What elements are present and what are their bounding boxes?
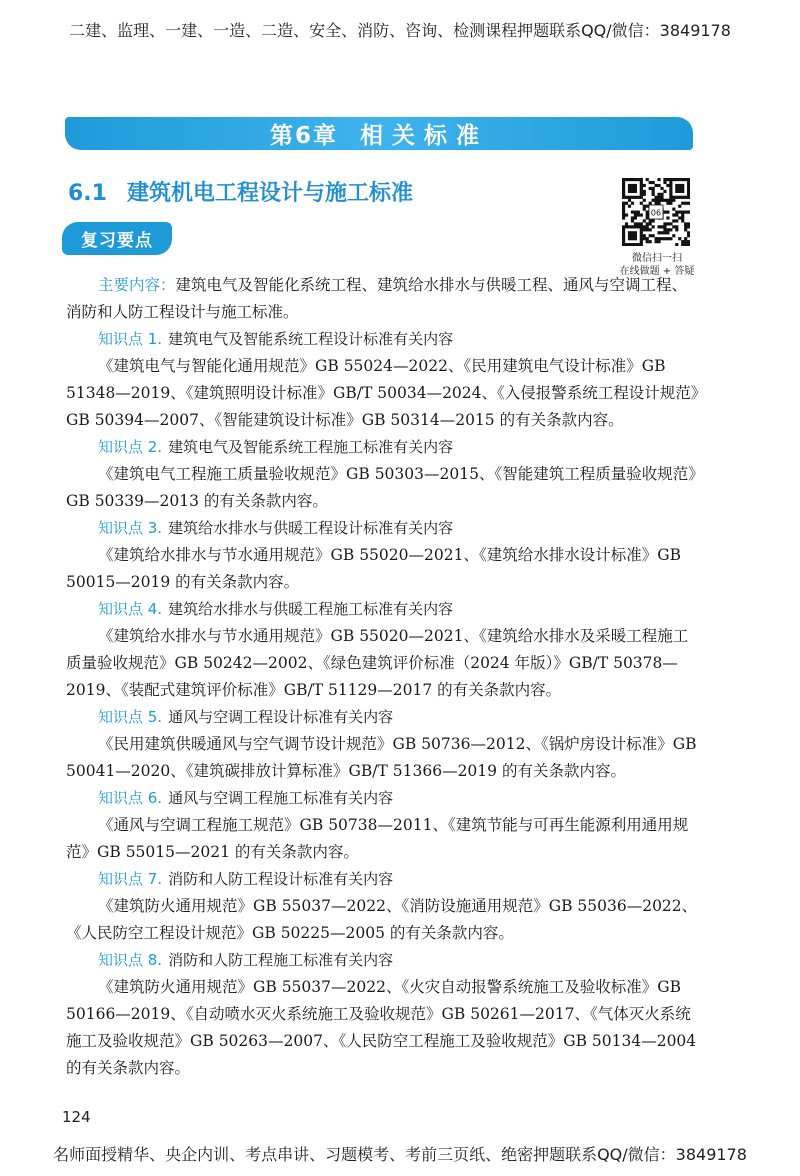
knowledge-point-label: 知识点 2. (98, 438, 163, 456)
chapter-title: 相关标准 (360, 123, 488, 149)
qr-code[interactable] (622, 178, 690, 246)
knowledge-point-label: 知识点 3. (98, 519, 163, 537)
knowledge-point-heading (66, 947, 702, 974)
knowledge-point-title: 建筑电气及智能系统工程施工标准有关内容 (168, 438, 454, 456)
knowledge-point-body: 《民用建筑供暖通风与空气调节设计规范》GB 50736—2012、《锅炉房设计标准》GB 50041—2020、《建筑碳排放计算标准》GB/T 51366—2019 的有关条款内容。 (66, 735, 697, 780)
section-title: 建筑机电工程设计与施工标准 (126, 181, 413, 206)
knowledge-point-label: 知识点 5. (98, 708, 163, 726)
knowledge-point-label: 知识点 4. (98, 600, 163, 618)
knowledge-point-heading (66, 704, 702, 731)
knowledge-point-label: 知识点 6. (98, 789, 163, 807)
knowledge-point-body: 《建筑防火通用规范》GB 55037—2022、《消防设施通用规范》GB 55036—2022、《人民防空工程设计规范》GB 50225—2005 的有关条款内容。 (66, 897, 698, 942)
knowledge-point-title: 通风与空调工程设计标准有关内容 (168, 708, 394, 726)
page-content (66, 272, 702, 1082)
knowledge-point-body: 《建筑给水排水与节水通用规范》GB 55020—2021、《建筑给水排水设计标准》GB 50015—2019 的有关条款内容。 (66, 546, 681, 591)
knowledge-point-title: 建筑电气及智能系统工程设计标准有关内容 (168, 330, 454, 348)
knowledge-point-heading (66, 515, 702, 542)
knowledge-point-title: 消防和人防工程施工标准有关内容 (168, 951, 394, 969)
knowledge-point-body: 《建筑电气与智能化通用规范》GB 55024—2022、《民用建筑电气设计标准》GB 51348—2019、《建筑照明设计标准》GB/T 50034—2024、《入侵报警系统工程设计规范》GB 50394—2007、《智能建筑设计标准》GB 50314—2015 的有关条款内容。 (66, 357, 699, 429)
qr-code-icon (622, 178, 690, 246)
page-number: 124 (62, 1108, 91, 1126)
knowledge-point-label: 知识点 8. (98, 951, 163, 969)
review-points-tag: 复习要点 (62, 222, 172, 255)
knowledge-point-heading (66, 596, 702, 623)
knowledge-point-label: 知识点 1. (98, 330, 163, 348)
qr-caption-line1: 微信扫一扫 (632, 253, 682, 264)
knowledge-point-body: 《通风与空调工程施工规范》GB 50738—2011、《建筑节能与可再生能源利用通用规范》GB 55015—2021 的有关条款内容。 (66, 816, 689, 861)
intro-text: 建筑电气及智能化系统工程、建筑给水排水与供暖工程、通风与空调工程、消防和人防工程设计与施工标准。 (66, 276, 688, 321)
chapter-title-bar (65, 117, 693, 150)
section-number: 6.1 (68, 181, 107, 206)
knowledge-point-body: 《建筑防火通用规范》GB 55037—2022、《火灾自动报警系统施工及验收标准》GB 50166—2019、《自动喷水灭火系统施工及验收规范》GB 50261—2017、《气体灭火系统施工及验收规范》GB 50263—2007、《人民防空工程施工及验收规范》GB 50134—2004 的有关条款内容。 (66, 978, 697, 1077)
knowledge-point-body: 《建筑给水排水与节水通用规范》GB 55020—2021、《建筑给水排水及采暖工程施工质量验收规范》GB 50242—2002、《绿色建筑评价标准（2024 年版）》GB/T 50378—2019、《装配式建筑评价标准》GB/T 51129—2017 的有关条款内容。 (66, 627, 689, 699)
knowledge-point-title: 建筑给水排水与供暖工程施工标准有关内容 (168, 600, 454, 618)
knowledge-point-body: 《建筑电气工程施工质量验收规范》GB 50303—2015、《智能建筑工程质量验收规范》GB 50339—2013 的有关条款内容。 (66, 465, 696, 510)
knowledge-point-label: 知识点 7. (98, 870, 163, 888)
knowledge-point-title: 消防和人防工程设计标准有关内容 (168, 870, 394, 888)
qr-code-text: 06 (650, 208, 662, 218)
intro-paragraph (66, 272, 702, 326)
knowledge-point-heading (66, 866, 702, 893)
footer-banner: 名师面授精华、央企内训、考点串讲、习题模考、考前三页纸、绝密押题联系QQ/微信：3849178 (53, 1145, 747, 1164)
knowledge-point-heading (66, 326, 702, 353)
header-banner: 二建、监理、一建、一造、二造、安全、消防、咨询、检测课程押题联系QQ/微信：3849178 (69, 21, 731, 40)
knowledge-point-title: 通风与空调工程施工标准有关内容 (168, 789, 394, 807)
knowledge-point-heading (66, 785, 702, 812)
knowledge-point-list (66, 326, 702, 1082)
section-heading (68, 176, 413, 207)
knowledge-point-heading (66, 434, 702, 461)
qr-caption-line2: 在线做题 + 答疑 (619, 266, 695, 277)
knowledge-point-title: 建筑给水排水与供暖工程设计标准有关内容 (168, 519, 454, 537)
intro-label: 主要内容： (98, 276, 176, 294)
chapter-number: 第6章 (269, 123, 338, 149)
